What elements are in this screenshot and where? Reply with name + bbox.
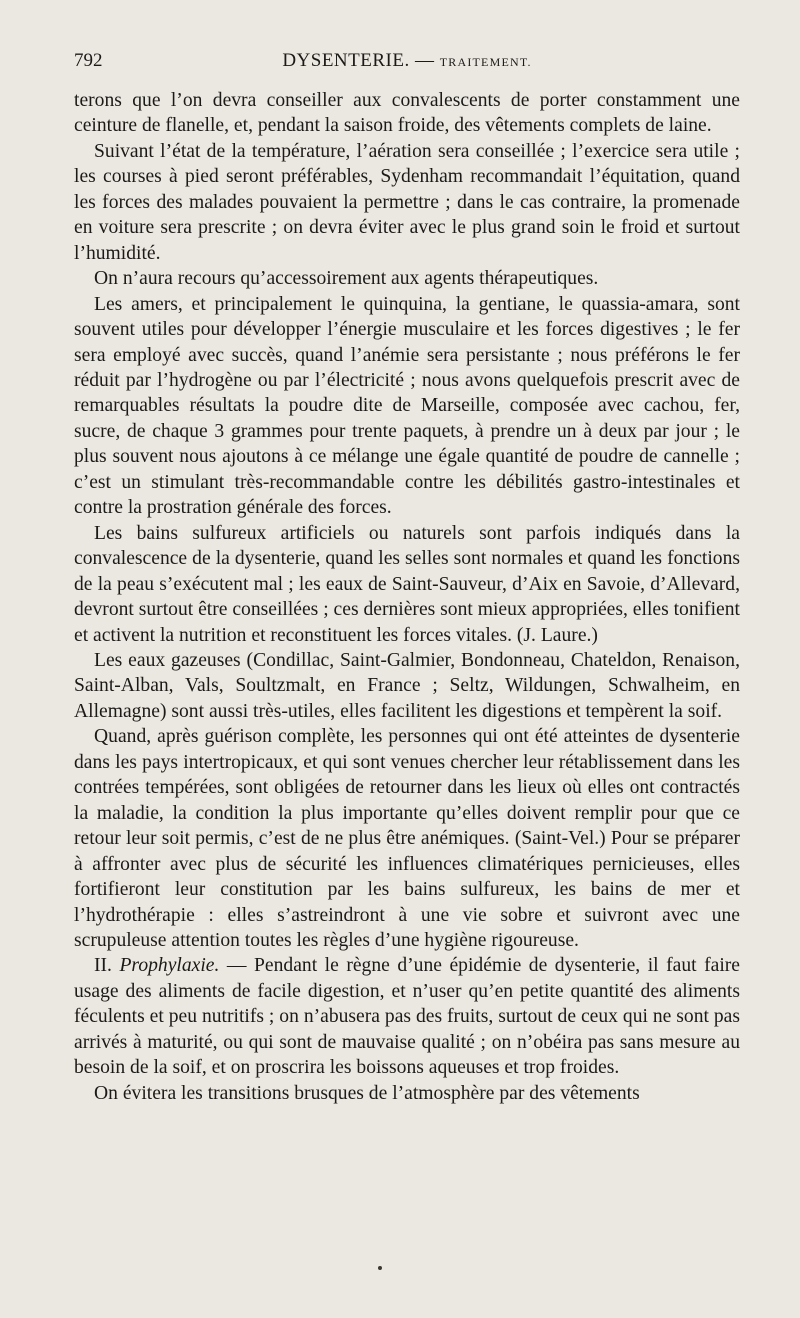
section-heading: Prophylaxie. — [119, 955, 220, 977]
paragraph-1: terons que l’on devra conseiller aux convalescents de porter constamment une ceinture de flanelle, et, pendant la saison froide, des vêtements complets de laine. — [74, 90, 740, 137]
paragraph-4: Les amers, et principalement le quinquina, la gentiane, le quassia-amara, sont souvent utiles pour développer l’énergie musculaire et les forces digestives ; le fer sera employé avec succès, quand l’anémie sera persistante ; nous préférons le fer réduit par l’hydrogène ou par l’électricité ; nous avons quelquefois prescrit avec de remarquables résultats la poudre dite de Marseille, composée avec cachou, fer, sucre, de chaque 3 grammes pour trente paquets, à prendre un à deux par jour ; le plus souvent nous ajoutons à ce mélange une égale quantité de poudre de cannelle ; c’est un stimulant très-recommandable contre les débilités gastro-intestinales et contre la prostration générale des forces. — [74, 293, 740, 519]
running-head-title: DYSENTERIE. — [282, 50, 410, 71]
paragraph-6: Les eaux gazeuses (Condillac, Saint-Galmier, Bondonneau, Chateldon, Renaison, Saint-Alban, Vals, Soultzmalt, en France ; Seltz, Wildungen, Schwalheim, en Allemagne) sont aussi très-utiles, elles facilitent les digestions et tempèrent la soif. — [74, 649, 740, 722]
paragraph-5: Les bains sulfureux artificiels ou naturels sont parfois indiqués dans la convalescence de la dysenterie, quand les selles sont normales et quand les fonctions de la peau s’exécutent mal ; les eaux de Saint-Sauveur, d’Aix en Savoie, d’Allevard, devront surtout être conseillées ; ces dernières sont mieux appropriées, elles tonifient et activent la nutrition et reconstituent les forces vitales. (J. Laure.) — [74, 522, 740, 646]
paragraph-8 — [74, 953, 740, 1080]
running-head-subtitle: TRAITEMENT. — [439, 55, 532, 69]
running-head-separator: — — [414, 50, 435, 71]
paragraph-7: Quand, après guérison complète, les personnes qui ont été atteintes de dysenterie dans les pays intertropicaux, et qui sont venues chercher leur rétablissement dans les contrées tempérées, sont obligées de retourner dans les lieux où elles ont contractés la maladie, la condition la plus importante qu’elles doivent remplir pour que ce retour leur soit permis, c’est de ne plus être anémiques. (Saint-Vel.) Pour se préparer à affronter avec plus de sécurité les influences climatériques pernicieuses, elles fortifieront leur constitution par les bains sulfureux, les bains de mer et l’hydrothérapie : elles s’astreindront à une vie sobre et suivront avec une scrupuleuse attention toutes les règles d’une hygiène rigoureuse. — [74, 726, 740, 951]
running-head — [74, 50, 740, 72]
paragraph-3: On n’aura recours qu’accessoirement aux agents thérapeutiques. — [94, 268, 599, 290]
paragraph-2: Suivant l’état de la température, l’aération sera conseillée ; l’exercice sera utile ; les courses à pied seront préférables, Sydenham recommandait l’équitation, quand les forces des malades pouvaient la permettre ; dans le cas contraire, la promenade en voiture sera prescrite ; on devra éviter avec le plus grand soin le froid et surtout l’humidité. — [74, 140, 740, 264]
page-header — [74, 50, 740, 82]
page-number: 792 — [74, 50, 103, 71]
section-number: II. — [94, 955, 112, 977]
paragraph-9: On évitera les transitions brusques de l’atmosphère par des vêtements — [94, 1082, 640, 1104]
section-text: — Pendant le règne d’une épidémie de dysenterie, il faut faire usage des aliments de facile digestion, et n’user qu’en petite quantité des aliments féculents et peu nutritifs ; on n’abusera pas des fruits, surtout de ceux qui ne sont pas arrivés à maturité, ou qui sont de mauvaise qualité ; on n’obéira pas sans mesure au besoin de la soif, et on proscrira les boissons aqueuses et trop froides. — [74, 955, 740, 1079]
page-footer-dot — [378, 1266, 382, 1270]
body-text — [74, 88, 740, 1106]
